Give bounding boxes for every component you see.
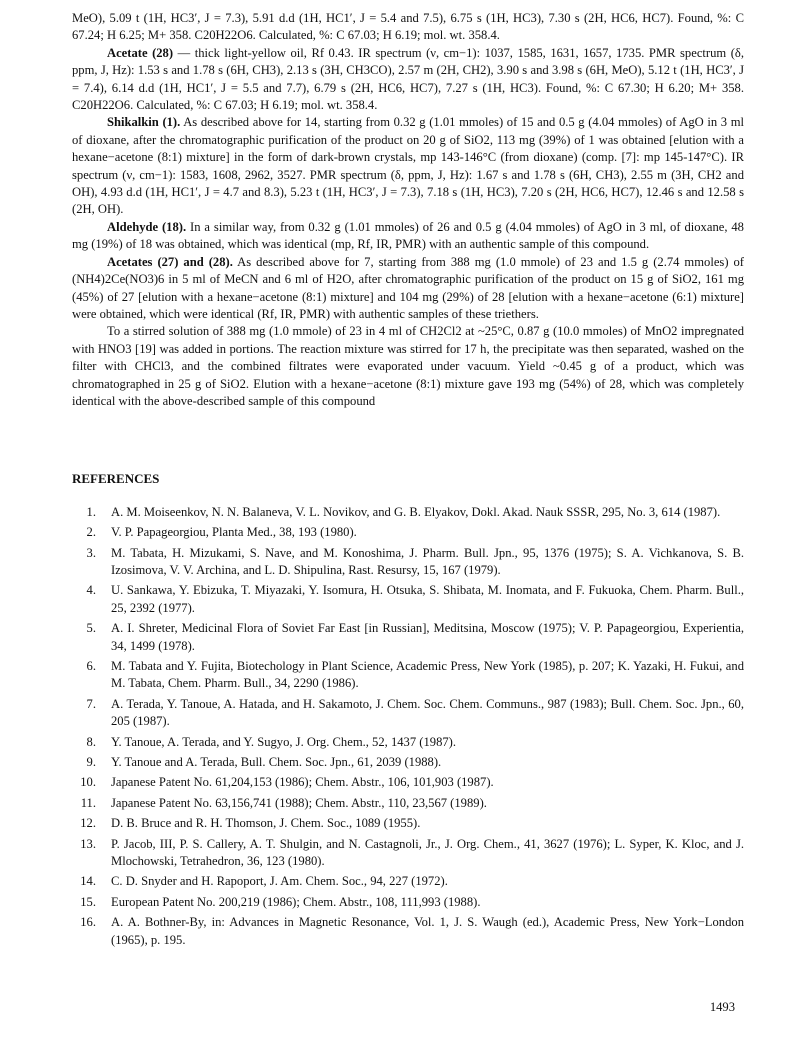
reference-text: A. Terada, Y. Tanoue, A. Hatada, and H. Sakamoto, J. Chem. Soc. Chem. Communs., 987 (1983); Bull. Chem. Soc. Jpn., 60, 205 (1987). [111, 696, 744, 729]
reference-number: 3. [86, 545, 96, 560]
paragraph-text: In a similar way, from 0.32 g (1.01 mmoles) of 26 and 0.5 g (4.04 mmoles) of AgO in 3 ml, of dioxane, 48 mg (19%) of 18 was obtained, which was identical (mp, Rf, IR, PMR) with an authentic sample of this compound. [72, 219, 744, 252]
reference-number: 16. [80, 915, 96, 930]
reference-number: 2. [86, 525, 96, 540]
reference-item [72, 774, 744, 791]
reference-text: Y. Tanoue, A. Terada, and Y. Sugyo, J. Org. Chem., 52, 1437 (1987). [111, 734, 457, 749]
reference-text: U. Sankawa, Y. Ebizuka, T. Miyazaki, Y. Isomura, H. Otsuka, S. Shibata, M. Inomata, and F. Fukuoka, Chem. Pharm. Bull., 25, 2392 (1977). [111, 583, 744, 615]
page-content [72, 10, 744, 952]
reference-item [72, 873, 744, 890]
body-paragraph [72, 45, 744, 115]
paragraph-text: MeO), 5.09 t (1H, HC3′, J = 7.3), 5.91 d.d (1H, HC1′, J = 5.4 and 7.5), 6.75 s (1H, HC3), 7.30 s (2H, HC6, HC7). Found, %: C 67.24; H 6.25; M+ 358. C20H22O6. Calculated, %: C 67.03; H 6.19; mol. wt. 358.4. [72, 11, 744, 43]
references-list [72, 504, 744, 949]
reference-number: 11. [80, 795, 96, 810]
page-number: 1493 [709, 1000, 735, 1014]
reference-text: M. Tabata and Y. Fujita, Biotechology in Plant Science, Academic Press, New York (1985), p. 207; K. Yazaki, H. Fukui, and M. Tabata, Chem. Pharm. Bull., 34, 2290 (1986). [111, 659, 744, 691]
reference-text: M. Tabata, H. Mizukami, S. Nave, and M. Konoshima, J. Pharm. Bull. Jpn., 95, 1376 (1975); S. A. Vichkanova, S. B. Izosimova, V. V. Archina, and L. D. Shipulina, Rast. Resursy, 15, 167 (1979). [111, 545, 744, 577]
paragraph-text: — thick light-yellow oil, Rf 0.43. IR spectrum (ν, cm−1): 1037, 1585, 1631, 1657, 1735. PMR spectrum (δ, ppm, J, Hz): 1.53 s and 1.78 s (6H, CH3), 2.13 s (3H, CH3CO), 2.57 m (2H, CH2), 3.90 s and 3.98 s (6H, MeO), 5.12 t (1H, HC3′, J = 7.4), 6.14 d.d (1H, HC1′, J = 5.5 and 7.7), 6.79 s (2H, HC6, HC7), 7.27 s (1H, HC3). Found, %: C 67.30; H 6.20; M+ 358. C20H22O6. Calculated, %: C 67.03; H 6.19; mol. wt. 358.4. [72, 45, 744, 113]
reference-number: 14. [80, 874, 96, 889]
reference-number: 7. [86, 696, 96, 711]
paragraph-text: To a stirred solution of 388 mg (1.0 mmole) of 23 in 4 ml of CH2Cl2 at ~25°C, 0.87 g (10.0 mmoles) of MnO2 impregnated with HNO3 [19] was added in portions. The reaction mixture was stirred for 17 h, the precipitate was then separated, washed on the filter with CHCl3, and the combined filtrates were evaporated under vacuum. Yield ~0.45 g of a product, which was chromatographed in 25 g of SiO2. Elution with a hexane−acetone (8:1) mixture gave 193 mg (54%) of 28, which was completely identical with the above-described sample of this compound [72, 324, 744, 408]
reference-number: 15. [80, 894, 96, 909]
reference-item [72, 504, 744, 521]
reference-number: 5. [86, 621, 96, 636]
reference-item [72, 734, 744, 751]
reference-text: Y. Tanoue and A. Terada, Bull. Chem. Soc. Jpn., 61, 2039 (1988). [111, 755, 442, 770]
reference-item [72, 914, 744, 949]
reference-text: A. M. Moiseenkov, N. N. Balaneva, V. L. Novikov, and G. B. Elyakov, Dokl. Akad. Nauk SSSR, 295, No. 3, 614 (1987). [111, 504, 721, 519]
reference-text: A. A. Bothner-By, in: Advances in Magnetic Resonance, Vol. 1, J. S. Waugh (ed.), Academic Press, New York−London (1965), p. 195. [111, 915, 744, 947]
references-heading: REFERENCES [72, 471, 160, 487]
reference-text: Japanese Patent No. 61,204,153 (1986); Chem. Abstr., 106, 101,903 (1987). [111, 775, 494, 790]
reference-text: European Patent No. 200,219 (1986); Chem. Abstr., 108, 111,993 (1988). [111, 894, 481, 909]
paragraph-lead: Acetate (28) [107, 45, 174, 60]
reference-item [72, 836, 744, 871]
reference-item [72, 795, 744, 812]
paragraph-lead: Shikalkin (1). [107, 115, 181, 130]
reference-text: P. Jacob, III, P. S. Callery, A. T. Shulgin, and N. Castagnoli, Jr., J. Org. Chem., 41, 3627 (1976); L. Syper, K. Kloc, and J. Mlochowski, Tetrahedron, 36, 123 (1980). [111, 836, 744, 869]
reference-text: Japanese Patent No. 63,156,741 (1988); Chem. Abstr., 110, 23,567 (1989). [111, 795, 487, 810]
reference-item [72, 582, 744, 617]
reference-text: V. P. Papageorgiou, Planta Med., 38, 193 (1980). [111, 525, 357, 540]
reference-number: 13. [80, 836, 96, 851]
reference-text: D. B. Bruce and R. H. Thomson, J. Chem. Soc., 1089 (1955). [111, 816, 421, 831]
reference-item [72, 894, 744, 911]
reference-item [72, 524, 744, 541]
reference-text: A. I. Shreter, Medicinal Flora of Soviet Far East [in Russian], Meditsina, Moscow (1975); V. P. Papageorgiou, Experientia, 34, 1499 (1978). [111, 621, 744, 653]
paragraph-text: As described above for 7, starting from 388 mg (1.0 mmole) of 23 and 1.5 g (2.74 mmoles) of (NH4)2Ce(NO3)6 in 5 ml of MeCN and 6 ml of H2O, after chromatographic purification of the product on 15 g of SiO2, 161 mg (45%) of 27 [elution with a hexane−acetone (8:1) mixture] and 104 mg (29%) of 28 [elution with a hexane−acetone (6:1) mixture] were obtained, which were identical (Rf, IR, PMR) with authentic samples of these triethers. [72, 254, 744, 321]
reference-item [72, 658, 744, 693]
reference-item [72, 620, 744, 655]
reference-number: 6. [86, 659, 96, 673]
reference-number: 4. [86, 583, 96, 598]
reference-number: 1. [86, 504, 96, 519]
body-paragraph [72, 114, 744, 218]
reference-text: C. D. Snyder and H. Rapoport, J. Am. Chem. Soc., 94, 227 (1972). [111, 874, 448, 889]
reference-item [72, 815, 744, 832]
reference-number: 12. [80, 816, 96, 831]
paragraph-text: As described above for 14, starting from 0.32 g (1.01 mmoles) of 15 and 0.5 g (4.04 mmoles) of AgO in 3 ml of dioxane, after the chromatographic purification of the product on 20 g of SiO2, 113 mg (39%) of 1 was obtained [elution with a hexane−acetone (8:1) mixture] in the form of dark-brown crystals, mp 143-146°C (from dioxane) (comp. [7]: mp 145-147°C). IR spectrum (ν, cm−1): 1583, 1608, 2962, 3527. PMR spectrum (δ, ppm, J, Hz): 1.67 s and 1.78 s (6H, CH3), 2.55 m (3H, CH2 and OH), 4.93 d.d (1H, HC1′, J = 4.7 and 8.3), 5.23 t (1H, HC3′, J = 7.3), 7.18 s (1H, HC3), 7.20 s (2H, HC6, HC7), 12.46 s and 12.58 s (2H, OH). [72, 115, 744, 217]
reference-number: 9. [86, 755, 96, 770]
body-paragraph [72, 323, 744, 410]
paragraph-lead: Aldehyde (18). [107, 219, 187, 234]
body-paragraph [72, 219, 744, 254]
reference-item [72, 696, 744, 731]
reference-number: 10. [80, 775, 96, 790]
reference-number: 8. [86, 734, 96, 749]
body-paragraph [72, 10, 744, 45]
body-paragraph [72, 254, 744, 324]
reference-item [72, 754, 744, 771]
reference-item [72, 545, 744, 580]
paragraph-lead: Acetates (27) and (28). [107, 254, 233, 269]
